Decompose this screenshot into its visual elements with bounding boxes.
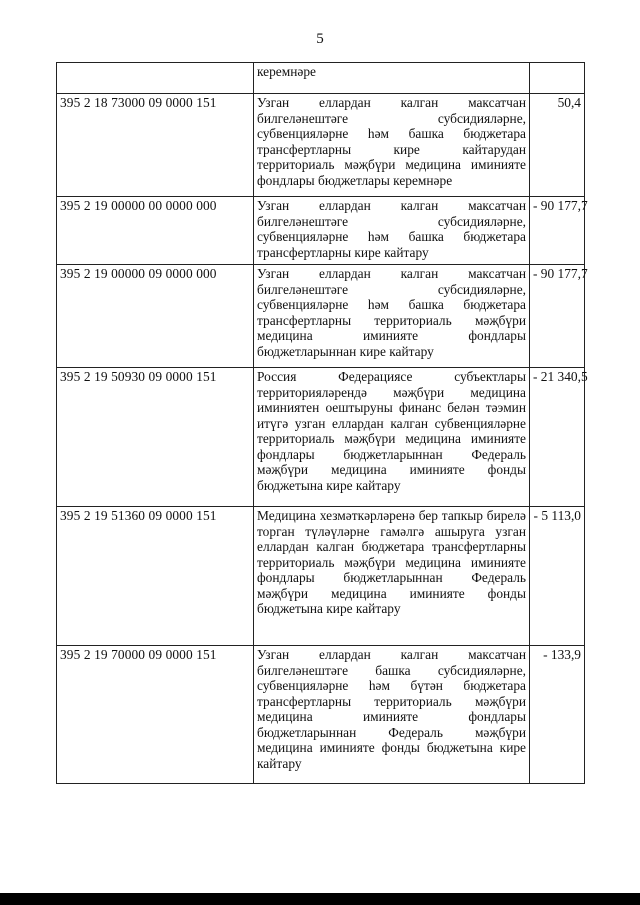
budget-code: 395 2 19 51360 09 0000 151 [57, 507, 254, 646]
table-row [57, 94, 585, 197]
row-amount: - 90 177,7 [530, 265, 585, 368]
row-amount: - 133,9 [530, 646, 585, 784]
row-description: Медицина хезмәткәрләренә бер тапкыр бирелә торган түләүләрне гамәлгә ашыруга узган еллардан калган бюджетара трансфертларны территориаль мәҗбүри медицина иминияте фондлары бюджетларыннан Федераль мәҗбүри медицина иминияте фонды бюджетына кире кайтару [254, 507, 530, 646]
row-description: Узган еллардан калган максатчан билгеләнештәге башка субсидияләрне, субвенцияләрне һәм бүтән бюджетара трансфертларны территориаль мәҗбүри медицина иминияте фондлары бюджетларыннан Федераль мәҗбүри медицина иминияте фонды бюджетына кире кайтару [254, 646, 530, 784]
row-amount [530, 63, 585, 94]
budget-code: 395 2 18 73000 09 0000 151 [57, 94, 254, 197]
budget-code [57, 63, 254, 94]
table-row [57, 368, 585, 507]
table-row [57, 63, 585, 94]
row-description: керемнәре [254, 63, 530, 94]
scan-edge-bar [0, 893, 640, 905]
budget-code: 395 2 19 00000 00 0000 000 [57, 197, 254, 265]
table-row [57, 507, 585, 646]
row-description: Россия Федерациясе субъектлары территорияләрендә мәҗбүри медицина иминиятен оештыруны финанс белән тәэмин итүгә узган еллардан калган субвенцияләрне территориаль мәҗбүри медицина иминияте фондлары бюджетларыннан Федераль мәҗбүри медицина иминияте фонды бюджетына кире кайтару [254, 368, 530, 507]
budget-code: 395 2 19 00000 09 0000 000 [57, 265, 254, 368]
row-description: Узган еллардан калган максатчан билгеләнештәге субсидияләрне, субвенцияләрне һәм башка бюджетара трансфертларны кире кайтару [254, 197, 530, 265]
row-amount: - 5 113,0 [530, 507, 585, 646]
budget-table [56, 62, 588, 784]
table-row [57, 197, 585, 265]
row-amount: 50,4 [530, 94, 585, 197]
budget-code: 395 2 19 70000 09 0000 151 [57, 646, 254, 784]
row-amount: - 21 340,5 [530, 368, 585, 507]
row-description: Узган еллардан калган максатчан билгеләнештәге субсидияләрне, субвенцияләрне һәм башка бюджетара трансфертларны территориаль мәҗбүри медицина иминияте фондлары бюджетларыннан кире кайтару [254, 265, 530, 368]
row-description: Узган еллардан калган максатчан билгеләнештәге субсидияләрне, субвенцияләрне һәм башка бюджетара трансфертларны кире кайтарудан территориаль мәҗбүри медицина иминияте фондлары бюджетлары керемнәре [254, 94, 530, 197]
budget-code: 395 2 19 50930 09 0000 151 [57, 368, 254, 507]
row-amount: - 90 177,7 [530, 197, 585, 265]
page-number: 5 [316, 31, 324, 47]
table-row [57, 265, 585, 368]
table-row [57, 646, 585, 784]
